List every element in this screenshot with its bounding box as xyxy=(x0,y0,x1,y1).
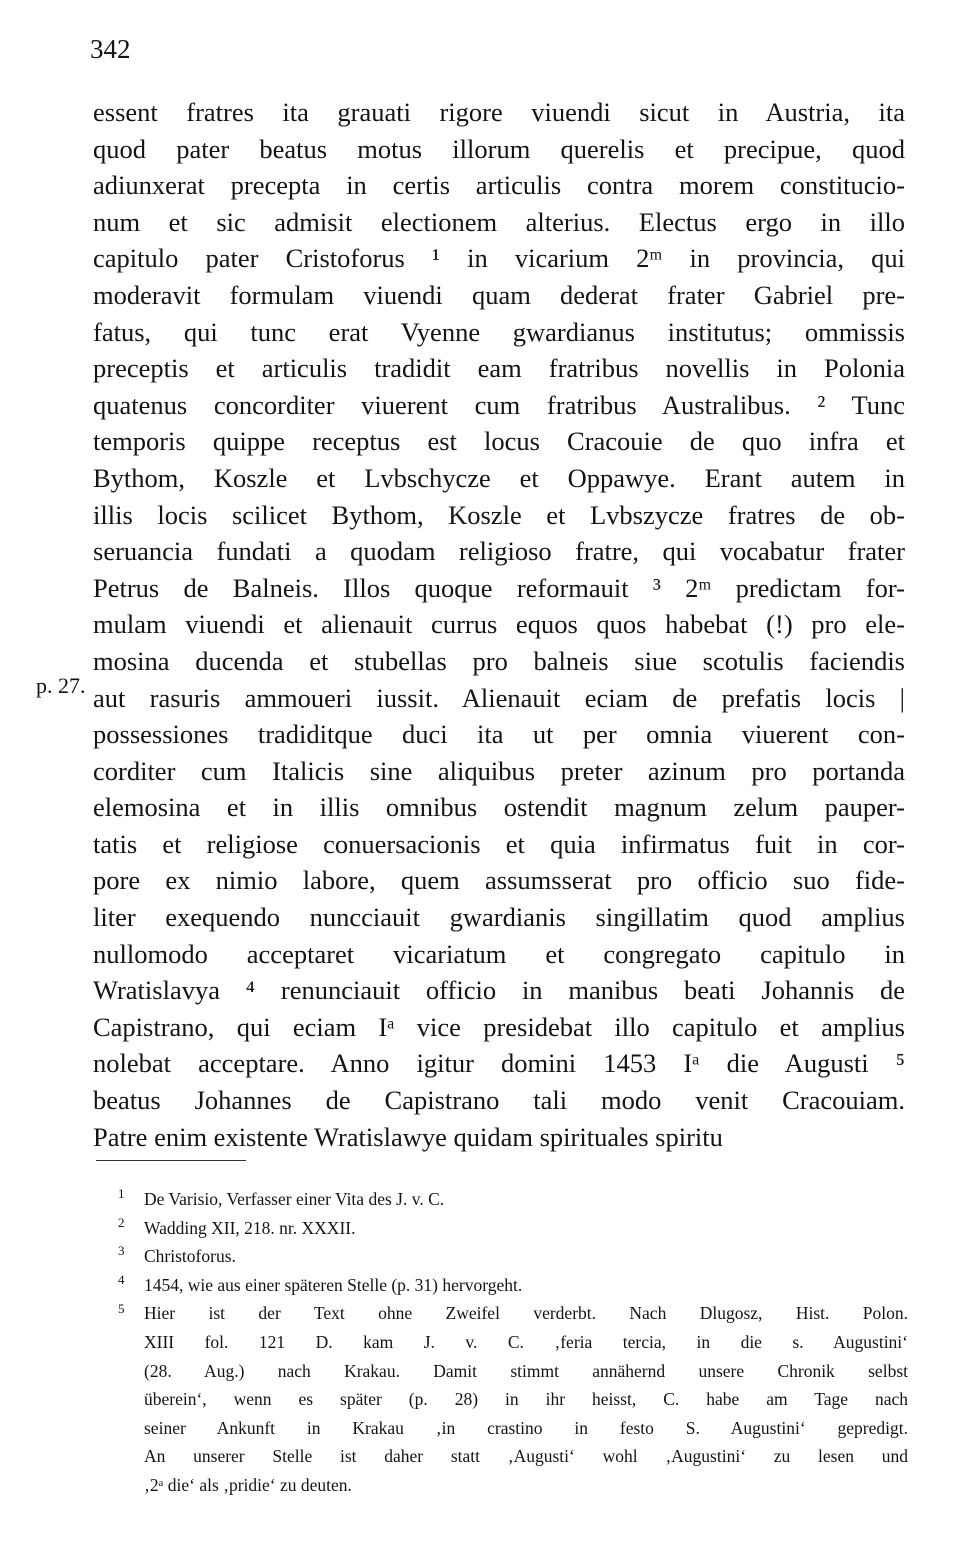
footnote-text: 1454, wie aus einer späteren Stelle (p. 31) hervorgeht. xyxy=(144,1274,523,1295)
text-line: mosina ducenda et stubellas pro balneis siue scotulis faciendis xyxy=(93,645,905,676)
footnote-continuation: seiner Ankunft in Krakau ‚in crastino in festo S. Augustini‘ gepredigt. xyxy=(144,1417,908,1438)
page-number: 342 xyxy=(90,34,131,64)
text-line: pore ex nimio labore, quem assumsserat pro officio suo fide- xyxy=(93,865,905,896)
footnote: 1 De Varisio, Verfasser einer Vita des J. v. C. xyxy=(118,1186,445,1209)
text-line: Patre enim existente Wratislawye quidam spirituales spiritu xyxy=(93,1121,723,1152)
text-line: temporis quippe receptus est locus Cracouie de quo infra et xyxy=(93,426,905,457)
footnote-continuation: überein‘, wenn es später (p. 28) in ihr heisst, C. habe am Tage nach xyxy=(144,1389,908,1410)
footnote-text: Christoforus. xyxy=(144,1246,236,1267)
text-line: fatus, qui tunc erat Vyenne gwardianus institutus; ommissis xyxy=(93,316,905,347)
footnote: 3 Christoforus. xyxy=(118,1243,236,1267)
text-line: nullomodo acceptaret vicariatum et congregato capitulo in xyxy=(93,938,905,969)
text-line: Wratislavya ⁴ renunciauit officio in manibus beati Johannis de xyxy=(93,975,905,1006)
text-line: Bythom, Koszle et Lvbschycze et Oppawye. Erant autem in xyxy=(93,462,905,493)
footnote: 5 Hier ist der Text ohne Zweifel verderbt. Nach Dlugosz, Hist. Polon. xyxy=(118,1300,908,1324)
text-line: num et sic admisit electionem alterius. Electus ergo in illo xyxy=(93,206,905,237)
text-line: nolebat acceptare. Anno igitur domini 1453 Iᵃ die Augusti ⁵ xyxy=(93,1048,905,1079)
margin-page-reference: p. 27. xyxy=(36,673,86,698)
footnote-continuation: An unserer Stelle ist daher statt ‚Augusti‘ wohl ‚Augustini‘ zu lesen und xyxy=(144,1446,908,1467)
text-line: possessiones tradiditque duci ita ut per omnia viuerent con- xyxy=(93,719,905,750)
footnote-text: Wadding XII, 218. nr. XXXII. xyxy=(144,1217,356,1238)
text-line: illis locis scilicet Bythom, Koszle et Lvbszycze fratres de ob- xyxy=(93,499,905,530)
text-line: elemosina et in illis omnibus ostendit magnum zelum pauper- xyxy=(93,792,905,823)
text-line: beatus Johannes de Capistrano tali modo venit Cracouiam. xyxy=(93,1085,905,1116)
text-line: essent fratres ita grauati rigore viuendi sicut in Austria, ita xyxy=(93,97,905,127)
text-line: capitulo pater Cristoforus ¹ in vicarium 2ᵐ in provincia, qui xyxy=(93,243,905,274)
footnote: 2 Wadding XII, 218. nr. XXXII. xyxy=(118,1214,356,1238)
text-line: adiunxerat precepta in certis articulis contra morem constitucio- xyxy=(93,170,905,201)
footnote-continuation: XIII fol. 121 D. kam J. v. C. ‚feria tercia, in die s. Augustini‘ xyxy=(144,1331,908,1352)
text-line: seruancia fundati a quodam religioso fratre, qui vocabatur frater xyxy=(93,536,905,567)
footnotes xyxy=(118,1185,908,1500)
text-line: liter exequendo nuncciauit gwardianis singillatim quod amplius xyxy=(93,902,905,933)
text-line: quatenus concorditer viuerent cum fratribus Australibus. ² Tunc xyxy=(93,389,905,420)
footnote: 4 1454, wie aus einer späteren Stelle (p. 31) hervorgeht. xyxy=(118,1271,523,1295)
text-line: quod pater beatus motus illorum querelis et precipue, quod xyxy=(93,133,905,164)
text-line: mulam viuendi et alienauit currus equos quos habebat (!) pro ele- xyxy=(93,609,905,640)
footnote-separator xyxy=(96,1160,246,1161)
footnote-text: De Varisio, Verfasser einer Vita des J. v. C. xyxy=(144,1189,445,1209)
text-line: aut rasuris ammoueri iussit. Alienauit eciam de prefatis locis | xyxy=(93,682,905,713)
footnote-continuation: ‚2ᵃ die‘ als ‚pridie‘ zu deuten. xyxy=(144,1474,352,1495)
text-line: corditer cum Italicis sine aliquibus preter azinum pro portanda xyxy=(93,755,905,786)
text-line: moderavit formulam viuendi quam dederat frater Gabriel pre- xyxy=(93,279,905,310)
footnote-continuation: (28. Aug.) nach Krakau. Damit stimmt annähernd unsere Chronik selbst xyxy=(144,1360,908,1381)
text-line: Petrus de Balneis. Illos quoque reformauit ³ 2ᵐ predictam for- xyxy=(93,572,905,603)
text-line: preceptis et articulis tradidit eam fratribus novellis in Polonia xyxy=(93,353,905,384)
text-line: tatis et religiose conuersacionis et quia infirmatus fuit in cor- xyxy=(93,828,905,859)
main-text xyxy=(93,94,905,1155)
text-line: Capistrano, qui eciam Iᵃ vice presidebat illo capitulo et amplius xyxy=(93,1011,905,1042)
footnote-text: Hier ist der Text ohne Zweifel verderbt. Nach Dlugosz, Hist. Polon. xyxy=(144,1303,908,1324)
